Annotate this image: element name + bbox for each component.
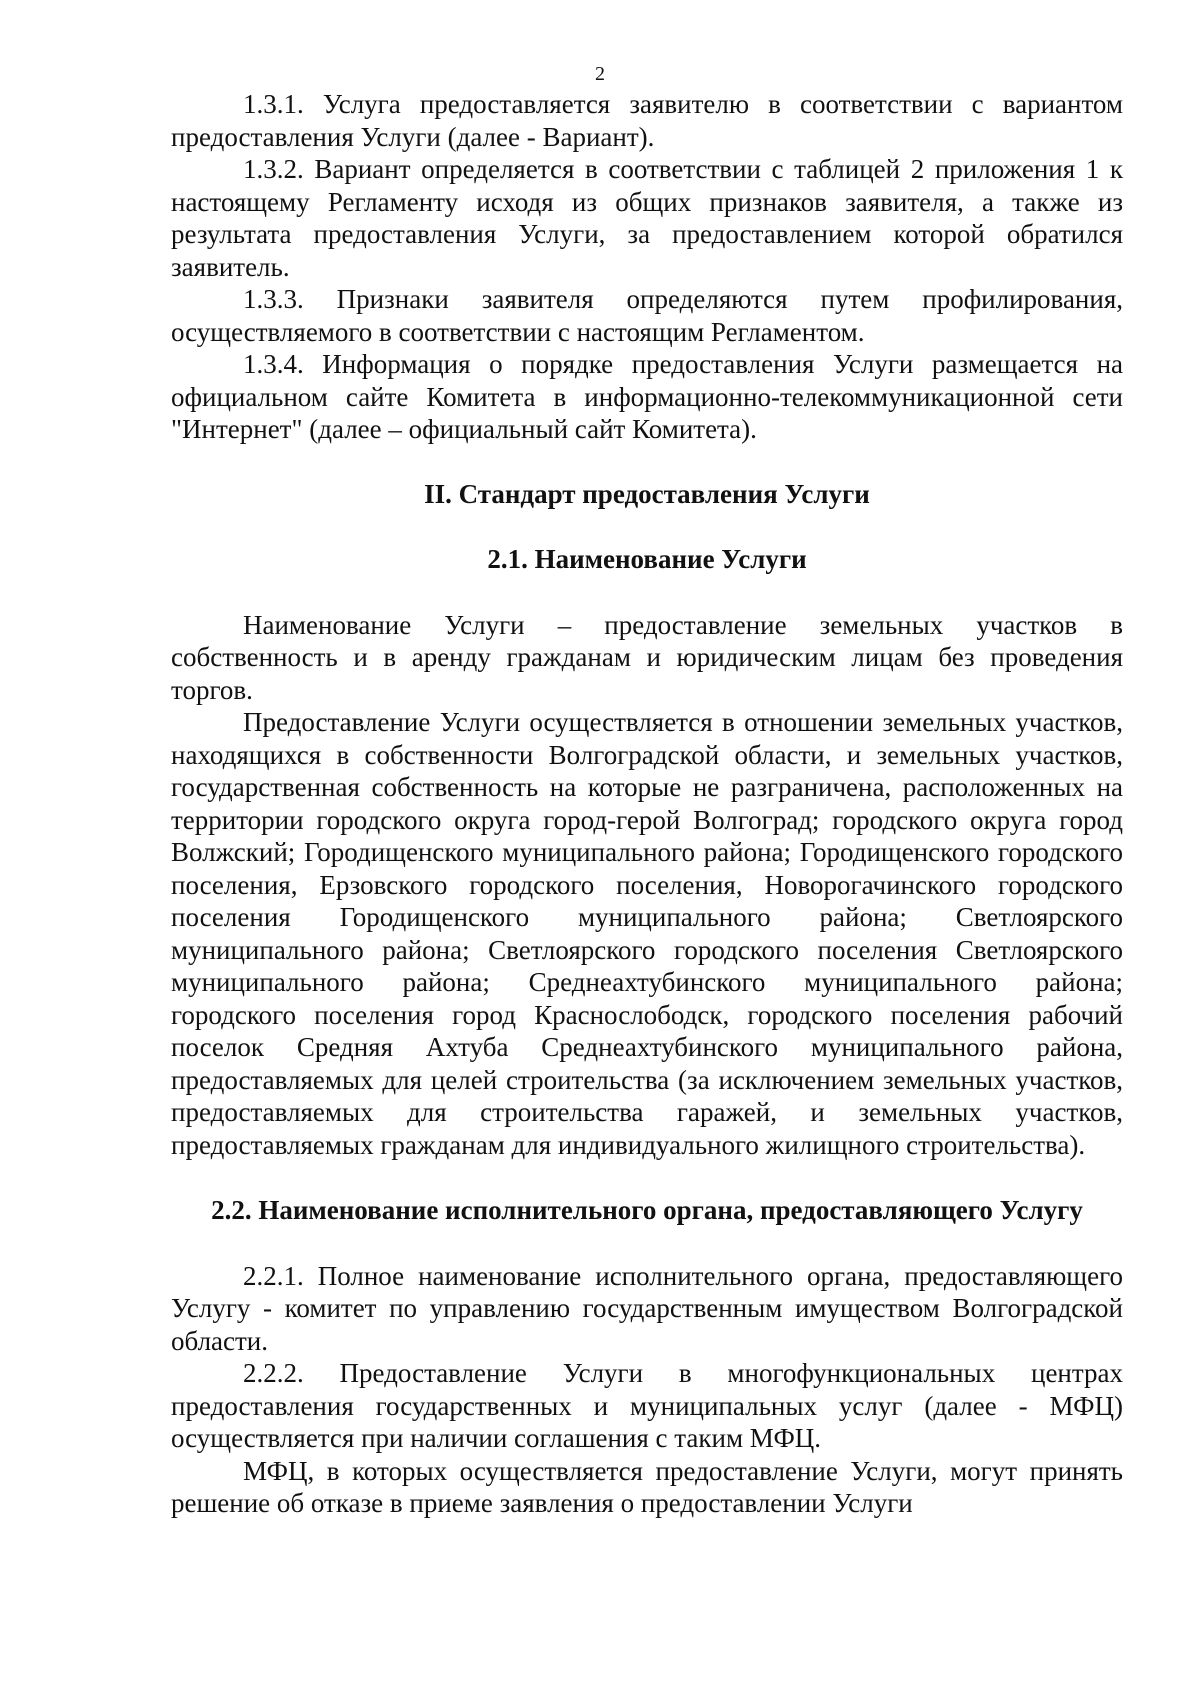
paragraph-2-1-scope: Предоставление Услуги осуществляется в отношении земельных участков, находящихся в собственности Волгоградской области, и земельных участков, государственная собственность на которые не разграничена, расположенных на территории городского округа город-герой Волгоград; городского округа город Волжский; Городищенского муниципального района; Городищенского городского поселения, Ерзовского городского поселения, Новорогачинского городского поселения Городищенского муниципального района; Светлоярского муниципального района; Светлоярского городского поселения Светлоярского муниципального района; Среднеахтубинского муниципального района; городского поселения город Краснослободск, городского поселения рабочий поселок Средняя Ахтуба Среднеахтубинского муниципального района, предоставляемых для целей строительства (за исключением земельных участков, предоставляемых для строительства гаражей, и земельных участков, предоставляемых гражданам для индивидуального жилищного строительства). [171,707,1123,1160]
subsection-2-1-heading: 2.1. Наименование Услуги [487,544,807,574]
section-2-heading: II. Стандарт предоставления Услуги [424,478,870,509]
subsection-2-2-heading: 2.2. Наименование исполнительного органа, предоставляющего Услугу [211,1195,1083,1225]
paragraph-1-3-4: 1.3.4. Информация о порядке предоставления Услуги размещается на официальном сайте Комитета в информационно-телекоммуникационной сети "Интернет" (далее – официальный сайт Комитета). [171,349,1123,444]
page-number: 2 [595,63,605,85]
paragraph-1-3-2: 1.3.2. Вариант определяется в соответствии с таблицей 2 приложения 1 к настоящему Регламенту исходя из общих признаков заявителя, а также из результата предоставления Услуги, за предоставлением которой обратился заявитель. [171,154,1123,282]
document-body [171,88,1123,1520]
paragraph-1-3-1: 1.3.1. Услуга предоставляется заявителю в соответствии с вариантом предоставления Услуги (далее - Вариант). [171,89,1123,152]
paragraph-2-1-service-name: Наименование Услуги – предоставление земельных участков в собственность и в аренду гражданам и юридическим лицам без проведения торгов. [171,609,1123,705]
paragraph-1-3-3: 1.3.3. Признаки заявителя определяются путем профилирования, осуществляемого в соответствии с настоящим Регламентом. [171,284,1123,347]
paragraph-mfc: МФЦ, в которых осуществляется предоставление Услуги, могут принять решение об отказе в приеме заявления о предоставлении Услуги [171,1455,1123,1518]
paragraph-2-2-1: 2.2.1. Полное наименование исполнительного органа, предоставляющего Услугу - комитет по управлению государственным имуществом Волгоградской области. [171,1260,1123,1356]
paragraph-2-2-2: 2.2.2. Предоставление Услуги в многофункциональных центрах предоставления государственных и муниципальных услуг (далее - МФЦ) осуществляется при наличии соглашения с таким МФЦ. [171,1358,1123,1453]
